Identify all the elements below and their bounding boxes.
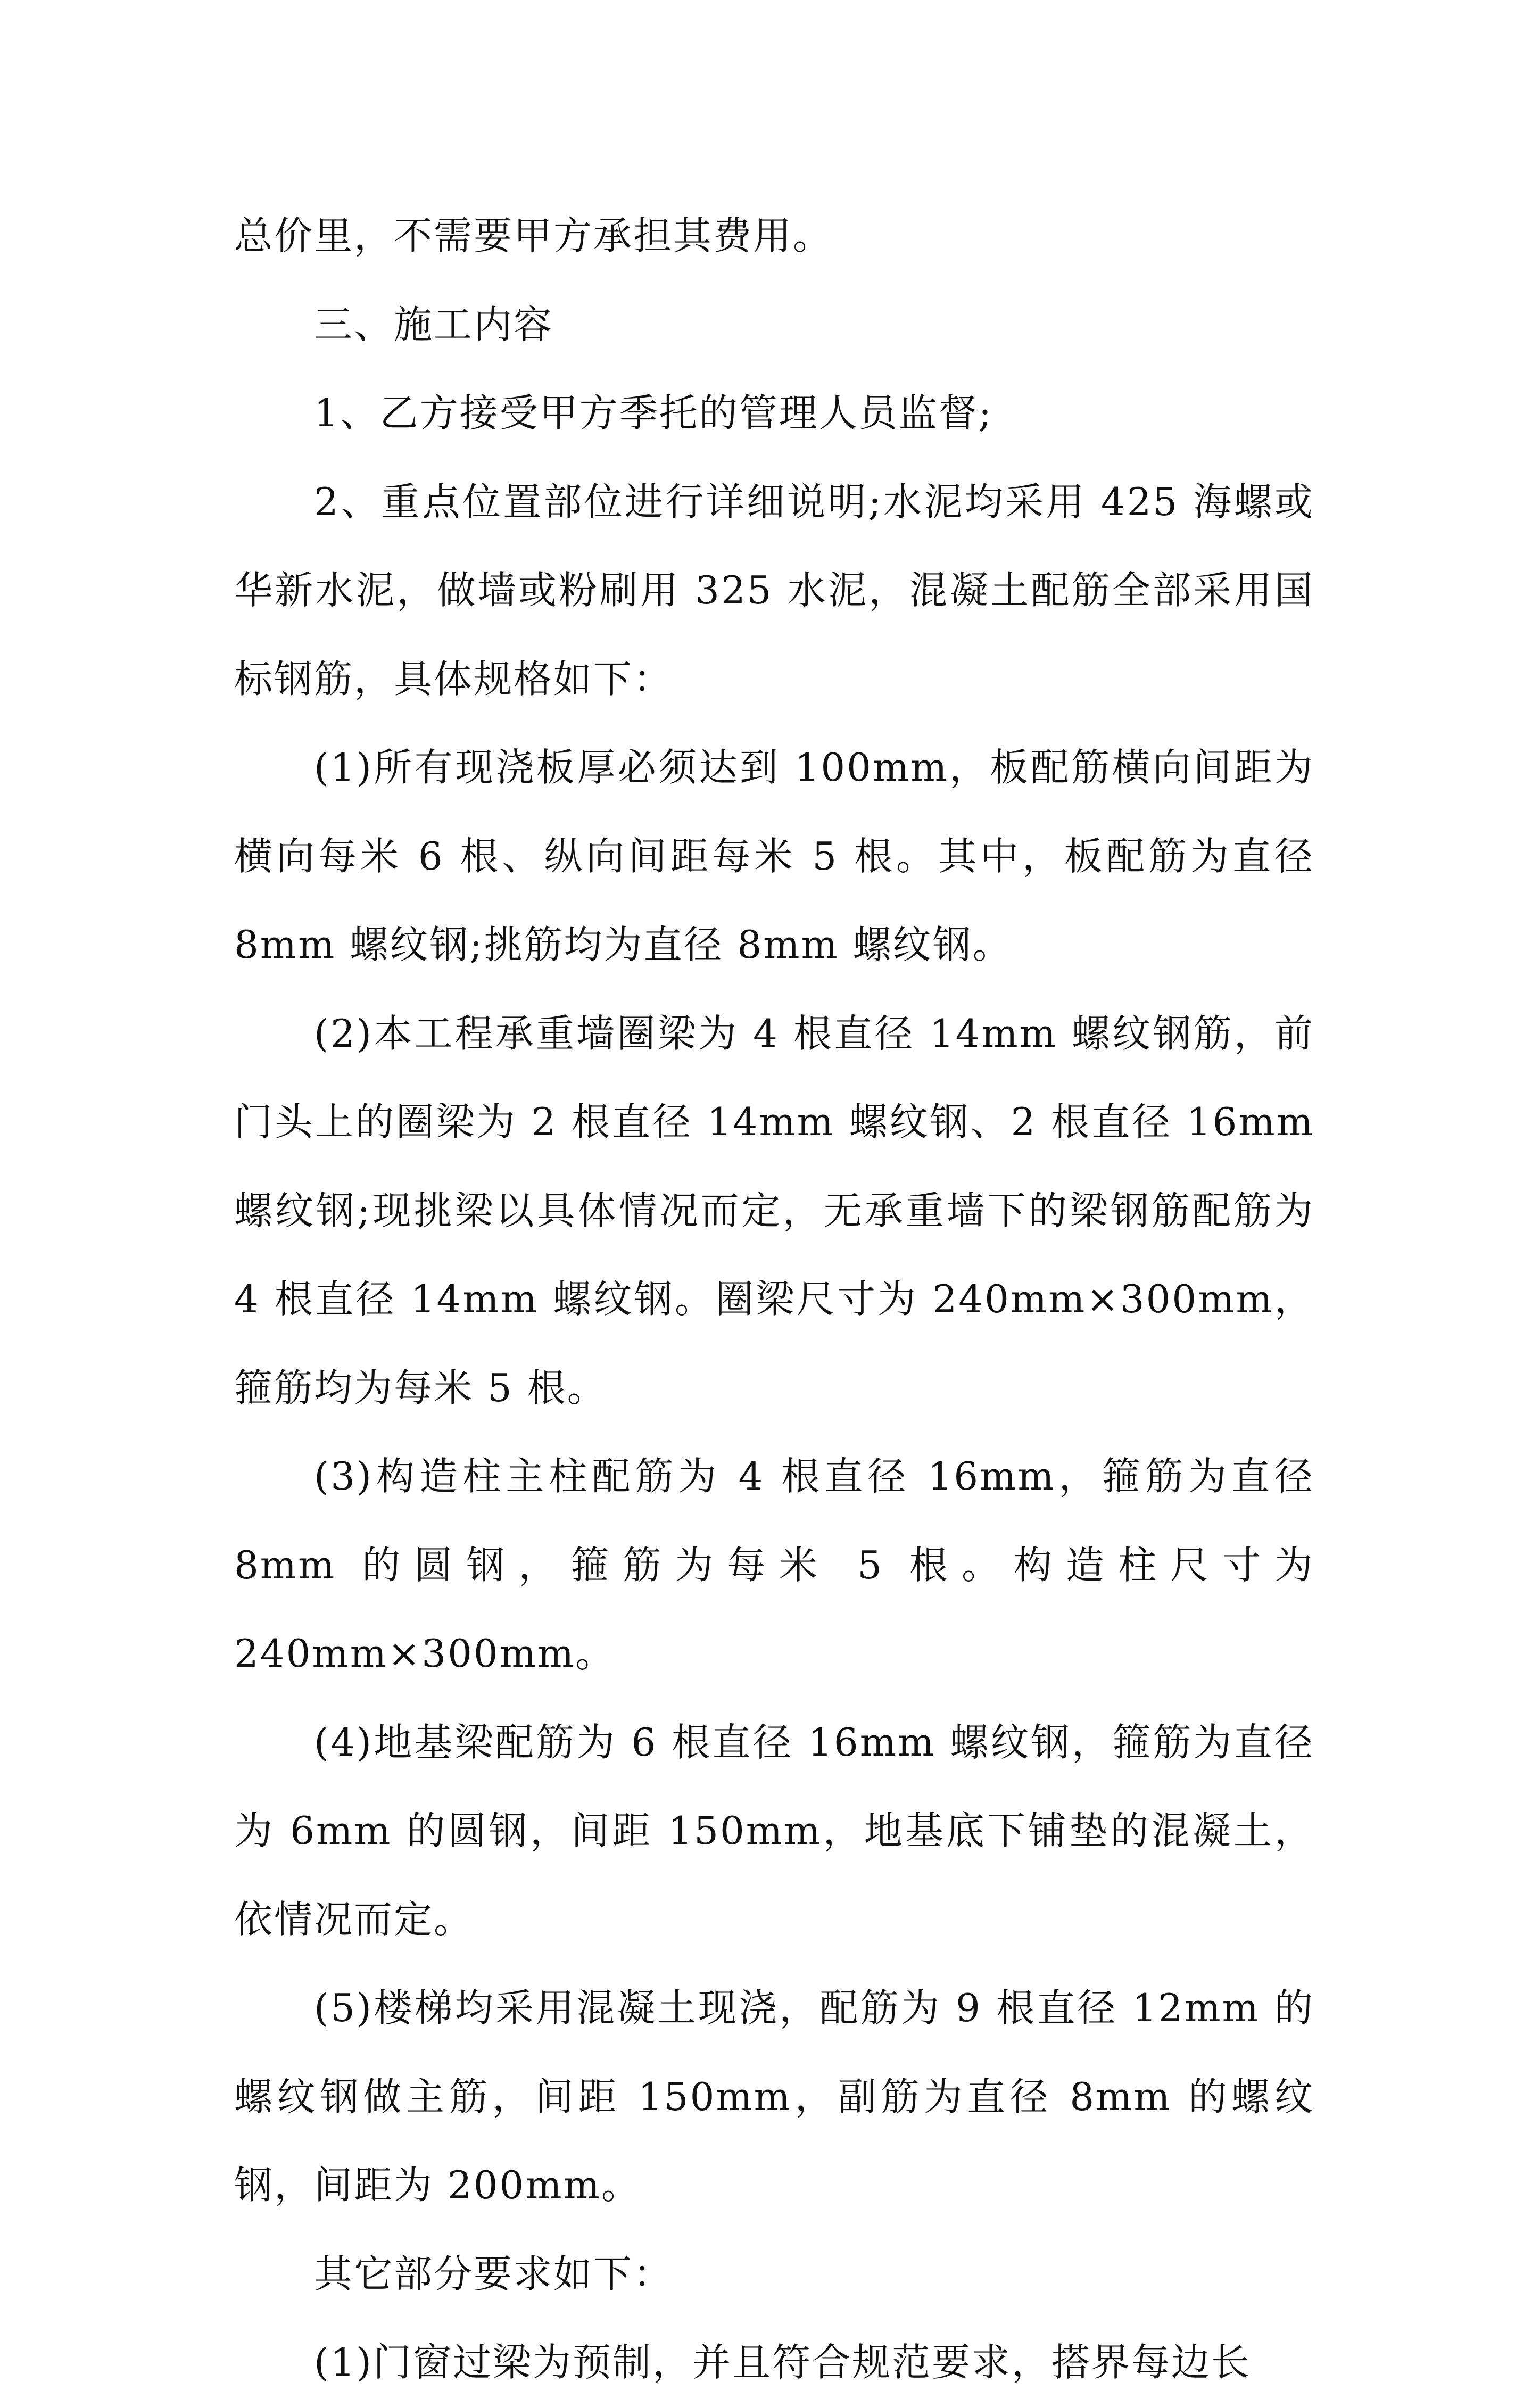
paragraph-item-1-supervision: 1、乙方接受甲方季托的管理人员监督;: [314, 391, 993, 435]
paragraph-spec-3-column: (3)构造柱主柱配筋为 4 根直径 16mm，箍筋为直径 8mm 的圆钢，箍筋为每米 5 根。构造柱尺寸为 240mm×300mm。: [234, 1454, 1314, 1676]
paragraph-spec-2-ring-beam: (2)本工程承重墙圈梁为 4 根直径 14mm 螺纹钢筋，前门头上的圈梁为 2 根直径 14mm 螺纹钢、2 根直径 16mm 螺纹钢;现挑梁以具体情况而定，无承重墙下的梁钢筋配筋为 4 根直径 14mm 螺纹钢。圈梁尺寸为 240mm×300mm，箍筋均为每米 5 根。: [234, 1011, 1314, 1410]
document-body: [234, 192, 1314, 2407]
paragraph-other-requirements-heading: 其它部分要求如下：: [314, 2251, 674, 2296]
paragraph-spec-1-slab: (1)所有现浇板厚必须达到 100mm，板配筋横向间距为横向每米 6 根、纵向间距每米 5 根。其中，板配筋为直径 8mm 螺纹钢;挑筋均为直径 8mm 螺纹钢。: [234, 745, 1314, 967]
paragraph-spec-4-foundation-beam: (4)地基梁配筋为 6 根直径 16mm 螺纹钢，箍筋为直径为 6mm 的圆钢，间距 150mm，地基底下铺垫的混凝土，依情况而定。: [234, 1719, 1314, 1942]
paragraph-fee-note: 总价里，不需要甲方承担其费用。: [234, 213, 833, 258]
paragraph-spec-5-stairs: (5)楼梯均采用混凝土现浇，配筋为 9 根直径 12mm 的螺纹钢做主筋，间距 150mm，副筋为直径 8mm 的螺纹钢，间距为 200mm。: [234, 1986, 1314, 2207]
paragraph-other-1-lintel: (1)门窗过梁为预制，并且符合规范要求，搭界每边长: [314, 2340, 1251, 2385]
section-heading-construction-content: 三、施工内容: [314, 302, 554, 347]
paragraph-item-2-materials: 2、重点位置部位进行详细说明;水泥均采用 425 海螺或华新水泥，做墙或粉刷用 325 水泥，混凝土配筋全部采用国标钢筋，具体规格如下：: [234, 479, 1314, 701]
